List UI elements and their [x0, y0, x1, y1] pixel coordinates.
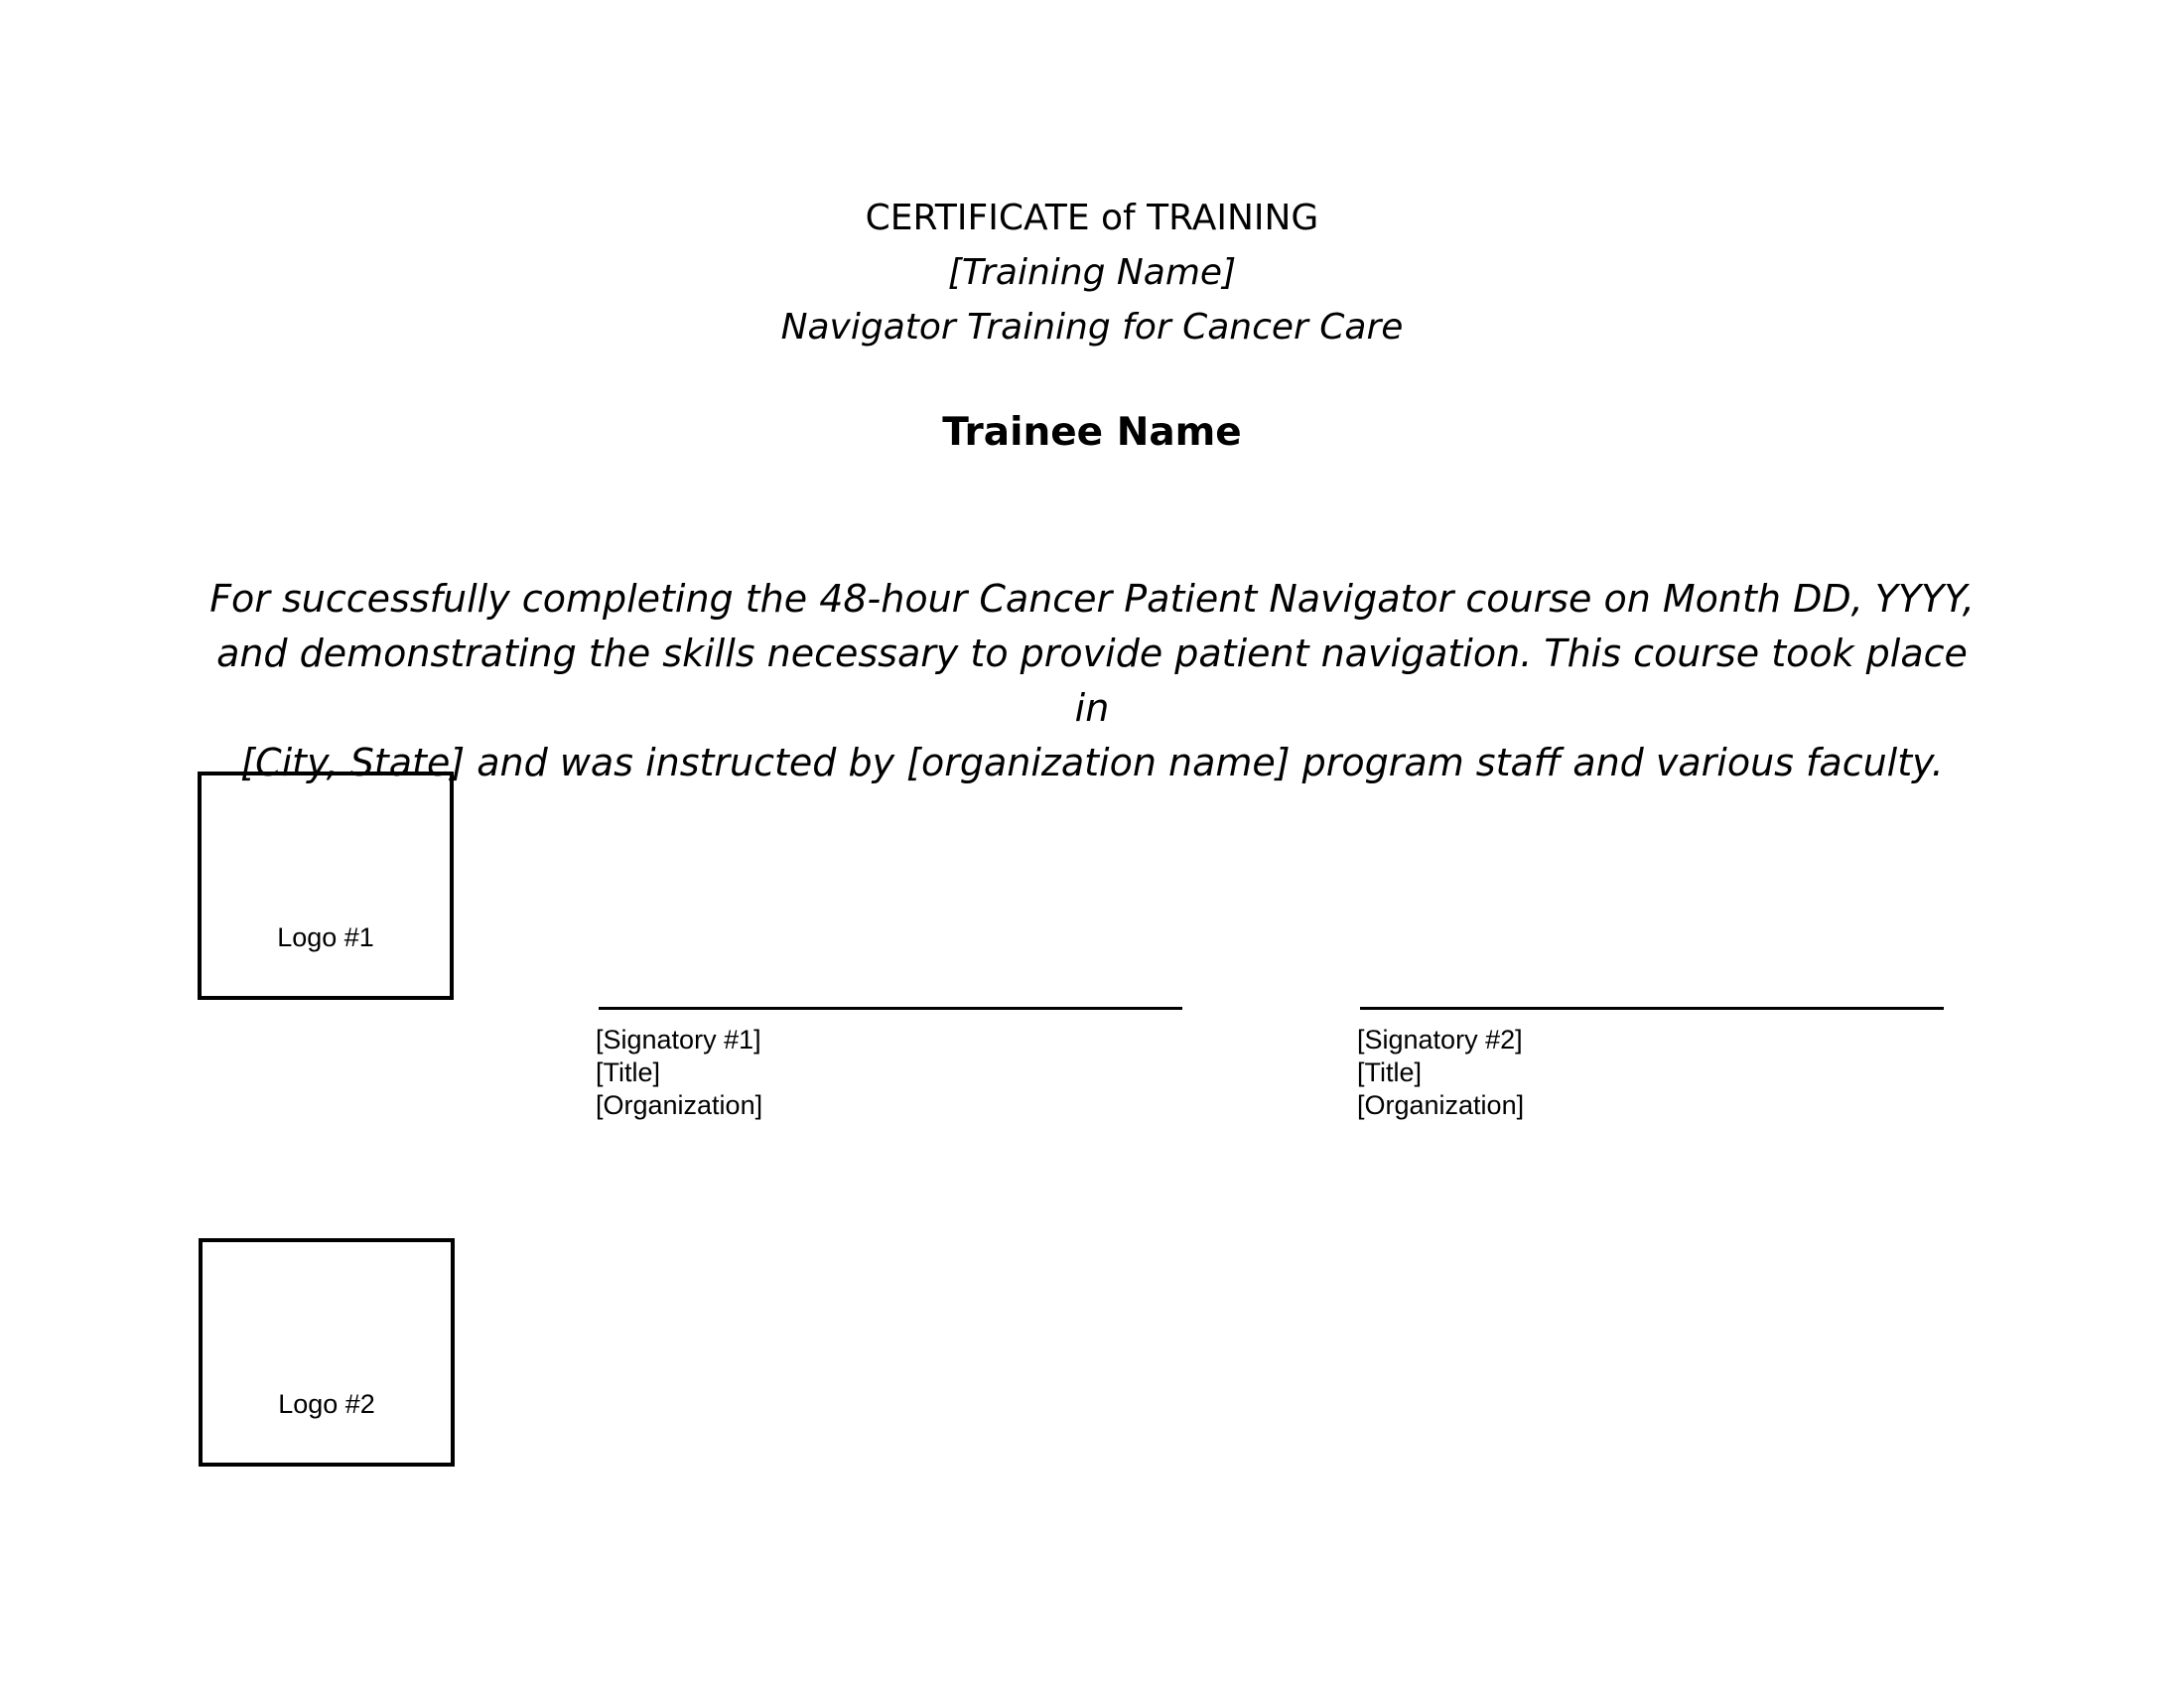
certificate-heading: CERTIFICATE of TRAINING	[865, 198, 1319, 238]
training-name: [Training Name]	[947, 252, 1237, 293]
signature-line-1	[599, 1007, 1182, 1010]
body-line: [City, State] and was instructed by [organization name] program staff and various faculty.	[240, 741, 1944, 784]
signatory-block-1	[596, 1024, 762, 1122]
signature-line-2	[1360, 1007, 1944, 1010]
certificate-subtitle: Navigator Training for Cancer Care	[780, 307, 1404, 348]
logo-placeholder-2	[199, 1238, 455, 1467]
signatory-name: [Signatory #2]	[1357, 1025, 1523, 1055]
logo-label: Logo #1	[277, 922, 374, 952]
signatory-block-2	[1357, 1024, 1524, 1122]
trainee-name: Trainee Name	[942, 410, 1242, 455]
certificate-body-text	[199, 572, 1985, 790]
body-line: For successfully completing the 48‑hour Cancer Patient Navigator course on Month DD, YYYY,	[209, 577, 1975, 621]
signatory-organization: [Organization]	[596, 1090, 763, 1120]
logo-label: Logo #2	[278, 1389, 375, 1419]
logo-placeholder-1	[198, 772, 454, 1000]
signatory-title: [Title]	[596, 1057, 661, 1087]
signatory-title: [Title]	[1357, 1057, 1423, 1087]
signatory-name: [Signatory #1]	[596, 1025, 761, 1055]
signatory-organization: [Organization]	[1357, 1090, 1525, 1120]
body-line: and demonstrating the skills necessary to provide patient navigation. This course took place in	[216, 632, 1968, 730]
